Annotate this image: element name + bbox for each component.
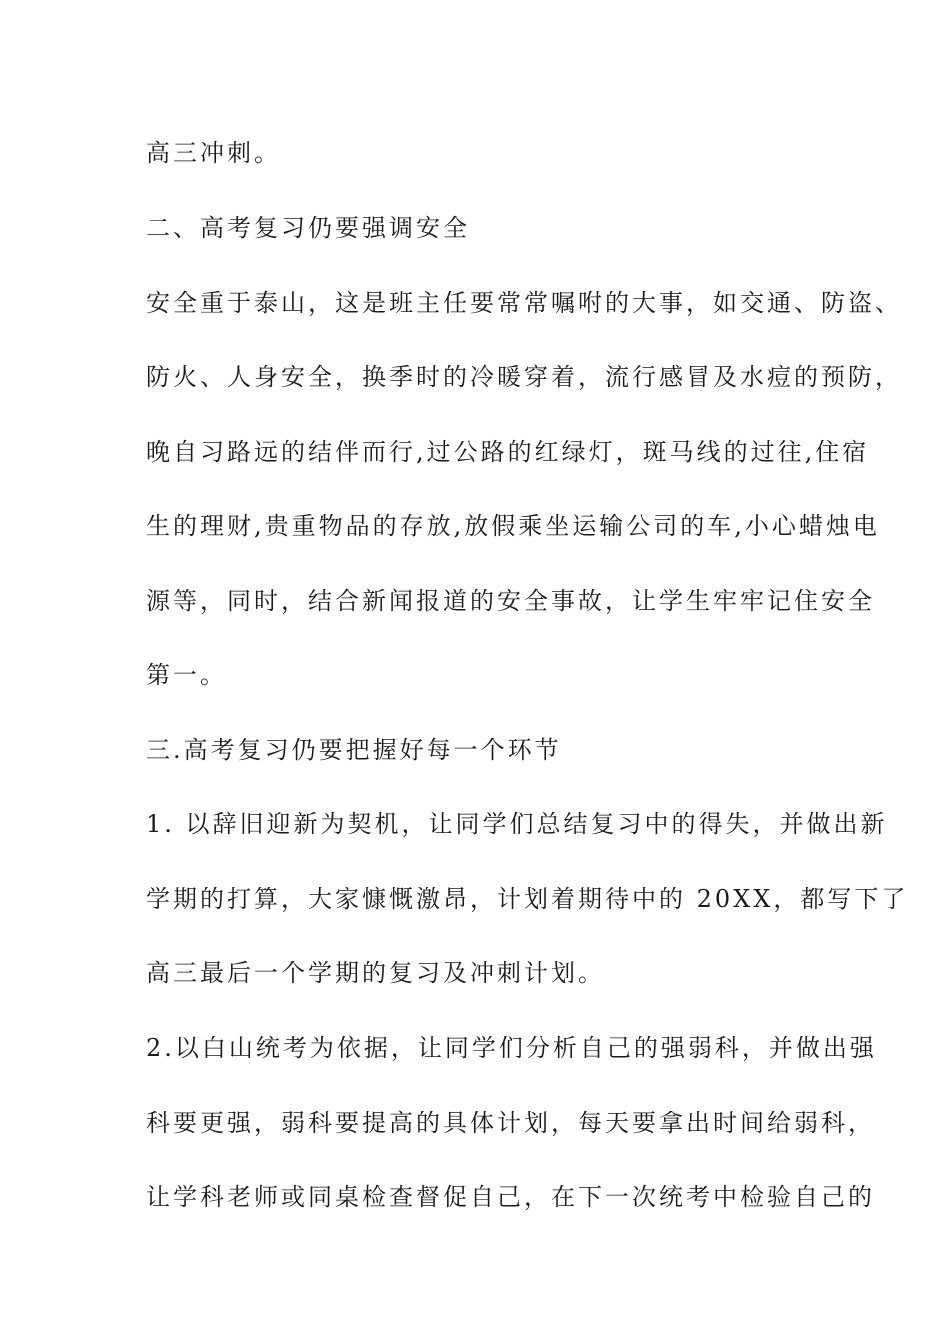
text-line: 源等，同时，结合新闻报道的安全事故，让学生牢牢记住安全 bbox=[146, 587, 875, 615]
text-line: 第一。 bbox=[146, 661, 227, 689]
text-line: 让学科老师或同桌检查督促自己，在下一次统考中检验自己的 bbox=[146, 1183, 875, 1211]
text-line: 防火、人身安全，换季时的冷暖穿着，流行感冒及水痘的预防， bbox=[146, 363, 902, 391]
text-line: 学期的打算，大家慷慨激昂，计划着期待中的 20XX，都写下了 bbox=[146, 885, 909, 913]
section-heading: 二、高考复习仍要强调安全 bbox=[146, 214, 470, 242]
text-line: 高三冲刺。 bbox=[146, 139, 281, 167]
text-line: 安全重于泰山，这是班主任要常常嘱咐的大事，如交通、防盗、 bbox=[146, 289, 902, 317]
text-line: 生的理财,贵重物品的存放,放假乘坐运输公司的车,小心蜡烛电 bbox=[146, 512, 880, 540]
text-line: 2.以白山统考为依据，让同学们分析自己的强弱科，并做出强 bbox=[146, 1034, 877, 1062]
text-line: 晚自习路远的结伴而行,过公路的红绿灯，斑马线的过往,住宿 bbox=[146, 438, 870, 466]
text-line: 1. 以辞旧迎新为契机，让同学们总结复习中的得失，并做出新 bbox=[146, 810, 888, 838]
text-line: 科要更强，弱科要提高的具体计划，每天要拿出时间给弱科， bbox=[146, 1109, 875, 1137]
section-heading: 三.高考复习仍要把握好每一个环节 bbox=[146, 736, 562, 764]
text-line: 高三最后一个学期的复习及冲刺计划。 bbox=[146, 959, 605, 987]
